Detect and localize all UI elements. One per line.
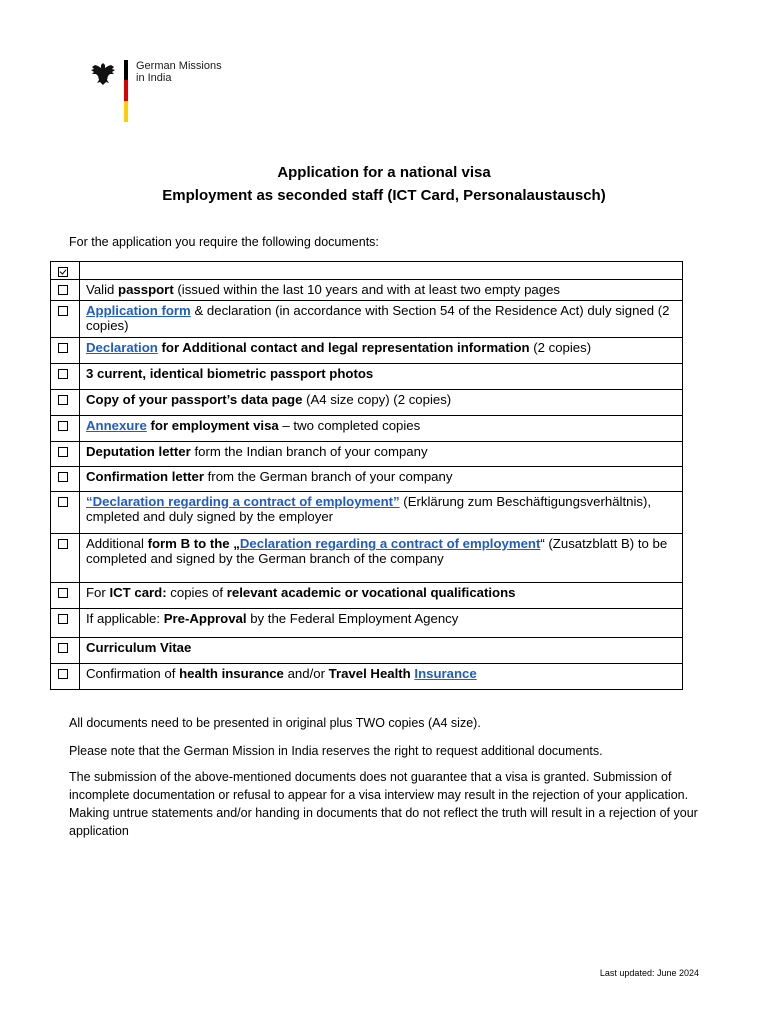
table-row [51, 416, 683, 442]
item-text: Application form & declaration (in accordance with Section 54 of the Residence Act) duly signed (2 copies) [80, 301, 683, 338]
table-row [51, 492, 683, 534]
intro-text: For the application you require the following documents: [69, 235, 379, 249]
org-name-line1: German Missions [136, 60, 222, 72]
flag-bar [124, 60, 128, 122]
checkbox[interactable] [58, 306, 68, 316]
item-text: Confirmation letter from the German branch of your company [80, 467, 683, 492]
checkbox[interactable] [58, 472, 68, 482]
insurance-link[interactable]: Insurance [414, 666, 477, 681]
item-text: “Declaration regarding a contract of employment” (Erklärung zum Beschäftigungsverhältnis), cmpleted and duly signed by the employer [80, 492, 683, 534]
table-row [51, 390, 683, 416]
table-row [51, 301, 683, 338]
item-text: For ICT card: copies of relevant academic or vocational qualifications [80, 583, 683, 609]
document-checklist-table [50, 261, 683, 690]
table-row [51, 442, 683, 467]
contract-declaration-link[interactable]: “Declaration regarding a contract of employment” [86, 494, 400, 509]
checkbox[interactable] [58, 395, 68, 405]
table-row [51, 583, 683, 609]
table-row [51, 609, 683, 638]
checkbox-cell [51, 262, 80, 280]
item-text: Confirmation of health insurance and/or Travel Health Insurance [80, 664, 683, 690]
item-text: Annexure for employment visa – two completed copies [80, 416, 683, 442]
header-cell [80, 262, 683, 280]
item-text: Declaration for Additional contact and legal representation information (2 copies) [80, 338, 683, 364]
note-copies: All documents need to be presented in original plus TWO copies (A4 size). [69, 716, 481, 730]
page-subtitle: Employment as seconded staff (ICT Card, Personalaustausch) [162, 187, 606, 204]
last-updated: Last updated: June 2024 [599, 968, 699, 978]
table-row [51, 467, 683, 492]
table-row [51, 664, 683, 690]
table-header-row [51, 262, 683, 280]
checkbox[interactable] [58, 588, 68, 598]
item-text: Valid passport (issued within the last 10 years and with at least two empty pages [80, 280, 683, 301]
checkbox[interactable] [58, 497, 68, 507]
item-text: Copy of your passport’s data page (A4 size copy) (2 copies) [80, 390, 683, 416]
checkbox[interactable] [58, 369, 68, 379]
contract-declaration-form-b-link[interactable]: Declaration regarding a contract of employment [239, 536, 541, 551]
org-name-line2: in India [136, 72, 172, 84]
checkbox[interactable] [58, 669, 68, 679]
page-title: Application for a national visa [277, 164, 491, 181]
declaration-link[interactable]: Declaration [86, 340, 158, 355]
item-text: Additional form B to the „Declaration regarding a contract of employment“ (Zusatzblatt B) to be completed and signed by the German branch of the company [80, 534, 683, 583]
item-text: Curriculum Vitae [80, 638, 683, 664]
checked-checkbox-icon[interactable] [58, 267, 68, 277]
item-text: If applicable: Pre-Approval by the Federal Employment Agency [80, 609, 683, 638]
table-row [51, 280, 683, 301]
note-disclaimer: The submission of the above-mentioned documents does not guarantee that a visa is granted. Submission of incomplete documentation or refusal to appear for a visa interview may result in the rejection of your application. Making untrue statements and/or handing in documents that do not reflect the truth will result in a rejection of your application [69, 770, 698, 838]
table-row [51, 364, 683, 390]
org-name [136, 60, 276, 84]
federal-eagle-icon [90, 62, 116, 86]
table-row [51, 534, 683, 583]
checkbox[interactable] [58, 421, 68, 431]
checkbox[interactable] [58, 539, 68, 549]
table-row [51, 338, 683, 364]
checkbox[interactable] [58, 643, 68, 653]
item-text: Deputation letter form the Indian branch of your company [80, 442, 683, 467]
note-additional-documents: Please note that the German Mission in India reserves the right to request additional documents. [69, 744, 603, 758]
checkbox[interactable] [58, 285, 68, 295]
checkbox[interactable] [58, 343, 68, 353]
item-text: 3 current, identical biometric passport photos [80, 364, 683, 390]
checkbox[interactable] [58, 447, 68, 457]
annexure-link[interactable]: Annexure [86, 418, 147, 433]
table-row [51, 638, 683, 664]
checkbox[interactable] [58, 614, 68, 624]
application-form-link[interactable]: Application form [86, 303, 191, 318]
